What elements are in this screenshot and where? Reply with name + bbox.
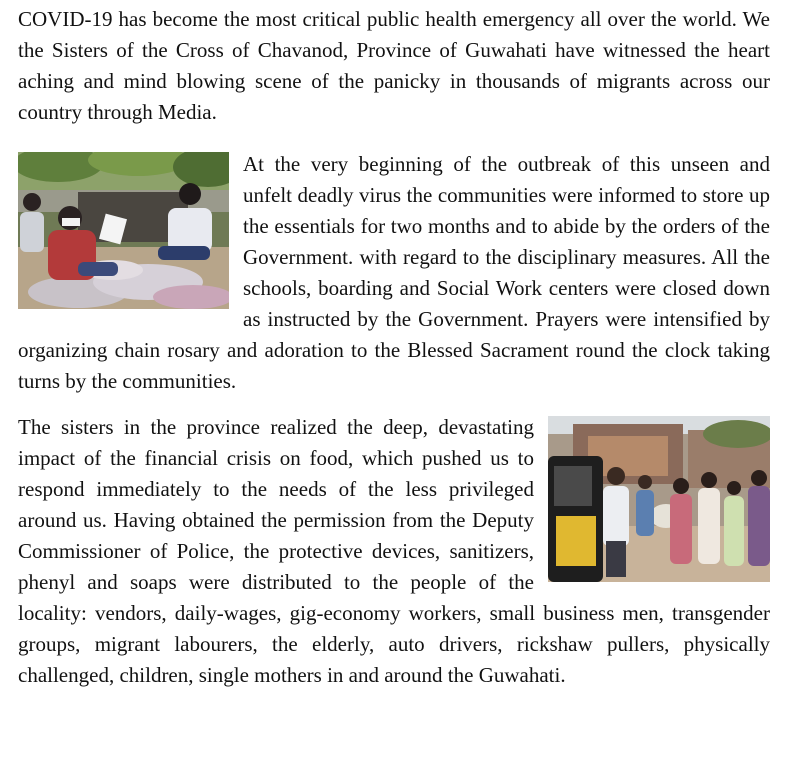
paragraph-outbreak-response: At the very beginning of the outbreak of this unseen and unfelt deadly virus the communities were informed to store up the essentials for two months and to abide by the orders of the Government. with regard to the disciplinary measures. All the schools, boarding and Social Work centers were closed down as instructed by the Government. Prayers were intensified by organizing chain rosary and adoration to the Blessed Sacrament round the clock taking turns by the communities. xyxy=(18,152,770,393)
photo-packing-relief-kits xyxy=(18,152,229,309)
paragraph-intro: COVID-19 has become the most critical public health emergency all over the world. We the Sisters of the Cross of Chavanod, Province of Guwahati have witnessed the heart aching and mind blowing scene of the panicky in thousands of migrants across our country through Media. xyxy=(18,7,770,124)
paragraph-distribution: The sisters in the province realized the deep, devastating impact of the financial crisis on food, which pushed us to respond immediately to the needs of the less privileged around us. Having obtained the permission from the Deputy Commissioner of Police, the protective devices, sanitizers, phenyl and soaps were distributed to the people of the locality: vendors, daily-wages, gig-economy workers, small business men, transgender groups, migrant labourers, the elderly, auto drivers, rickshaw pullers, physically challenged, children, single mothers in and around the Guwahati. xyxy=(18,415,770,687)
photo-distribution-street xyxy=(548,416,770,582)
